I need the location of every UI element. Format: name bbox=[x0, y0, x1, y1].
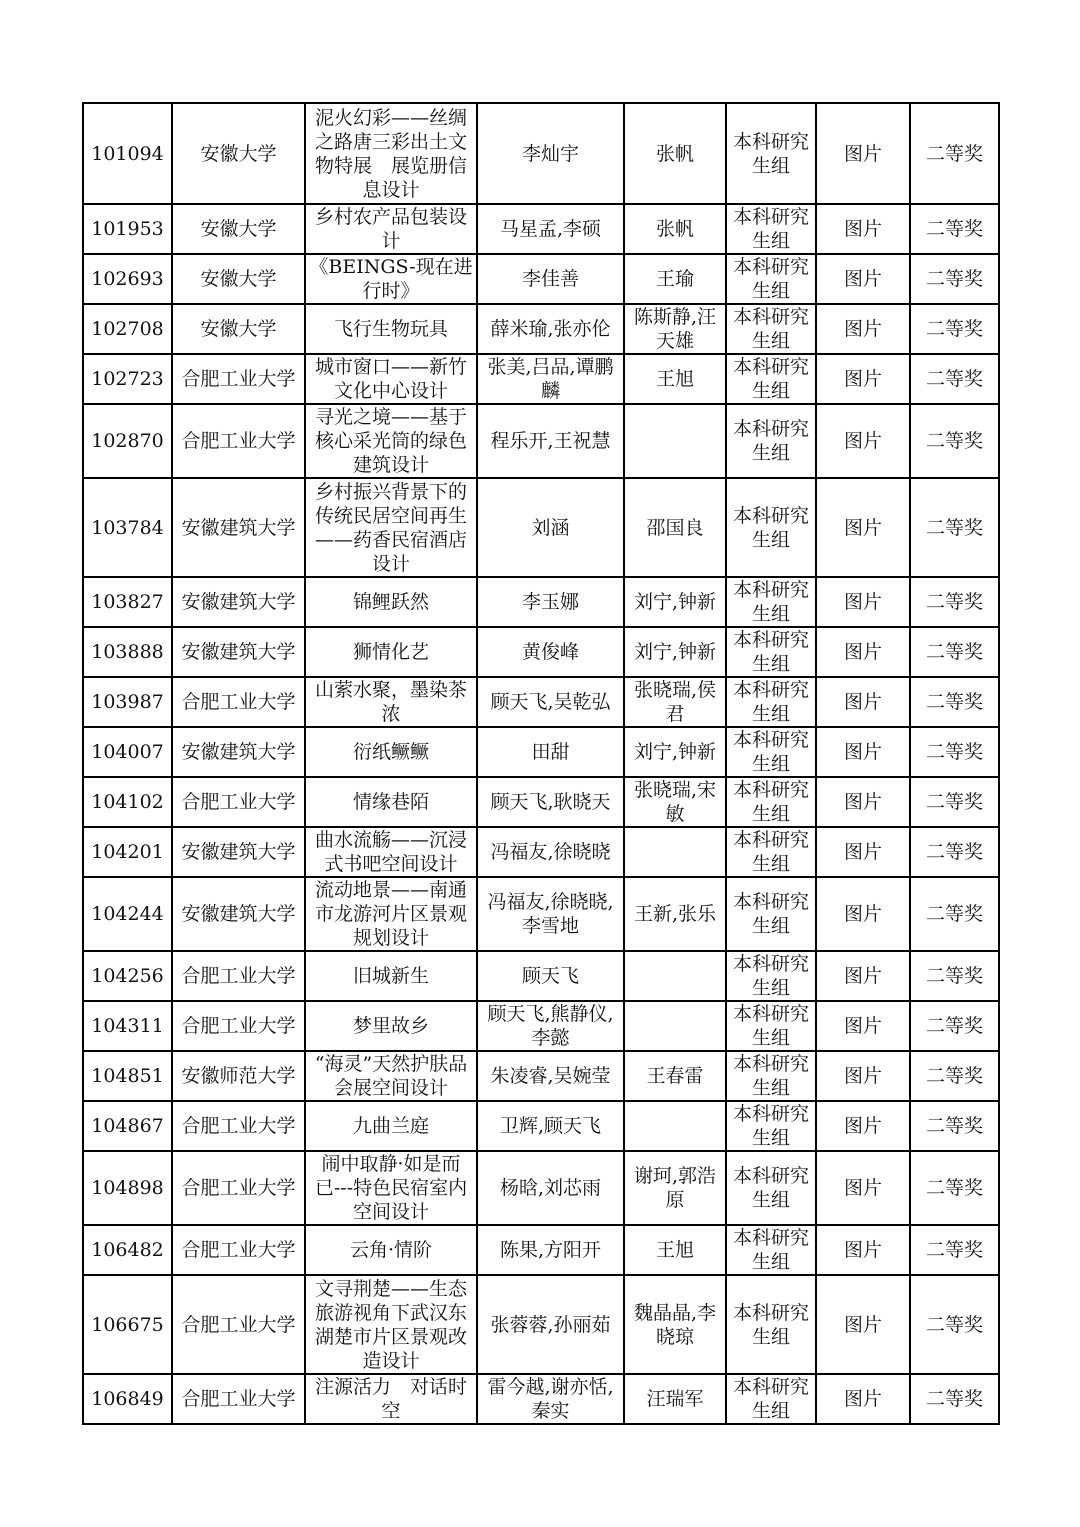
school-cell: 安徽建筑大学 bbox=[172, 577, 305, 627]
advisor-cell: 张晓瑞,宋敏 bbox=[624, 777, 726, 827]
type-cell: 图片 bbox=[816, 304, 910, 354]
school-cell: 合肥工业大学 bbox=[172, 354, 305, 404]
school-cell: 安徽建筑大学 bbox=[172, 627, 305, 677]
school-cell: 安徽建筑大学 bbox=[172, 877, 305, 951]
table-row bbox=[83, 254, 999, 304]
table-row bbox=[83, 1101, 999, 1151]
advisor-cell: 张帆 bbox=[624, 204, 726, 254]
authors-cell: 李佳善 bbox=[477, 254, 624, 304]
award-cell: 二等奖 bbox=[910, 577, 999, 627]
table-row bbox=[83, 1151, 999, 1225]
advisor-cell: 王新,张乐 bbox=[624, 877, 726, 951]
school-cell: 合肥工业大学 bbox=[172, 777, 305, 827]
award-cell: 二等奖 bbox=[910, 1225, 999, 1275]
advisor-cell: 王旭 bbox=[624, 1225, 726, 1275]
group-cell: 本科研究生组 bbox=[726, 478, 816, 577]
group-cell: 本科研究生组 bbox=[726, 204, 816, 254]
entry-id-cell: 104244 bbox=[83, 877, 172, 951]
authors-cell: 程乐开,王祝慧 bbox=[477, 404, 624, 478]
group-cell: 本科研究生组 bbox=[726, 1374, 816, 1424]
type-cell: 图片 bbox=[816, 1275, 910, 1374]
advisor-cell: 张帆 bbox=[624, 103, 726, 204]
group-cell: 本科研究生组 bbox=[726, 777, 816, 827]
award-cell: 二等奖 bbox=[910, 727, 999, 777]
title-cell: 泥火幻彩——丝绸之路唐三彩出土文物特展 展览册信息设计 bbox=[305, 103, 477, 204]
table-row bbox=[83, 727, 999, 777]
school-cell: 安徽大学 bbox=[172, 204, 305, 254]
award-cell: 二等奖 bbox=[910, 103, 999, 204]
award-cell: 二等奖 bbox=[910, 1001, 999, 1051]
advisor-cell: 陈斯静,汪天雄 bbox=[624, 304, 726, 354]
title-cell: 城市窗口——新竹文化中心设计 bbox=[305, 354, 477, 404]
type-cell: 图片 bbox=[816, 677, 910, 727]
award-cell: 二等奖 bbox=[910, 877, 999, 951]
entry-id-cell: 104898 bbox=[83, 1151, 172, 1225]
title-cell: 注源活力 对话时空 bbox=[305, 1374, 477, 1424]
advisor-cell: 魏晶晶,李晓琼 bbox=[624, 1275, 726, 1374]
school-cell: 合肥工业大学 bbox=[172, 1225, 305, 1275]
type-cell: 图片 bbox=[816, 827, 910, 877]
entry-id-cell: 103888 bbox=[83, 627, 172, 677]
title-cell: 山萦水聚，墨染茶浓 bbox=[305, 677, 477, 727]
type-cell: 图片 bbox=[816, 404, 910, 478]
title-cell: 锦鲤跃然 bbox=[305, 577, 477, 627]
type-cell: 图片 bbox=[816, 577, 910, 627]
advisor-cell: 刘宁,钟新 bbox=[624, 727, 726, 777]
entry-id-cell: 103987 bbox=[83, 677, 172, 727]
authors-cell: 张蓉蓉,孙丽茹 bbox=[477, 1275, 624, 1374]
title-cell: 曲水流觞——沉浸式书吧空间设计 bbox=[305, 827, 477, 877]
entry-id-cell: 104007 bbox=[83, 727, 172, 777]
awards-table bbox=[82, 102, 1000, 1425]
title-cell: 乡村农产品包装设计 bbox=[305, 204, 477, 254]
authors-cell: 薛米瑜,张亦伦 bbox=[477, 304, 624, 354]
advisor-cell: 汪瑞军 bbox=[624, 1374, 726, 1424]
authors-cell: 张美,吕品,谭鹏麟 bbox=[477, 354, 624, 404]
group-cell: 本科研究生组 bbox=[726, 1051, 816, 1101]
advisor-cell: 张晓瑞,侯君 bbox=[624, 677, 726, 727]
title-cell: 流动地景——南通市龙游河片区景观规划设计 bbox=[305, 877, 477, 951]
authors-cell: 朱凌睿,吴婉莹 bbox=[477, 1051, 624, 1101]
award-cell: 二等奖 bbox=[910, 254, 999, 304]
type-cell: 图片 bbox=[816, 1001, 910, 1051]
school-cell: 安徽大学 bbox=[172, 304, 305, 354]
entry-id-cell: 101094 bbox=[83, 103, 172, 204]
authors-cell: 李灿宇 bbox=[477, 103, 624, 204]
table-row bbox=[83, 354, 999, 404]
type-cell: 图片 bbox=[816, 254, 910, 304]
group-cell: 本科研究生组 bbox=[726, 1001, 816, 1051]
type-cell: 图片 bbox=[816, 1225, 910, 1275]
type-cell: 图片 bbox=[816, 877, 910, 951]
title-cell: 闹中取静·如是而已---特色民宿室内空间设计 bbox=[305, 1151, 477, 1225]
group-cell: 本科研究生组 bbox=[726, 727, 816, 777]
authors-cell: 马星孟,李硕 bbox=[477, 204, 624, 254]
award-cell: 二等奖 bbox=[910, 354, 999, 404]
school-cell: 安徽大学 bbox=[172, 103, 305, 204]
authors-cell: 卫辉,顾天飞 bbox=[477, 1101, 624, 1151]
table-row bbox=[83, 1275, 999, 1374]
advisor-cell: 刘宁,钟新 bbox=[624, 577, 726, 627]
group-cell: 本科研究生组 bbox=[726, 304, 816, 354]
entry-id-cell: 104102 bbox=[83, 777, 172, 827]
authors-cell: 冯福友,徐晓晓,李雪地 bbox=[477, 877, 624, 951]
advisor-cell: 邵国良 bbox=[624, 478, 726, 577]
table-row bbox=[83, 404, 999, 478]
table-row bbox=[83, 1001, 999, 1051]
type-cell: 图片 bbox=[816, 951, 910, 1001]
advisor-cell bbox=[624, 827, 726, 877]
award-cell: 二等奖 bbox=[910, 777, 999, 827]
entry-id-cell: 104311 bbox=[83, 1001, 172, 1051]
table-row bbox=[83, 827, 999, 877]
group-cell: 本科研究生组 bbox=[726, 354, 816, 404]
title-cell: 梦里故乡 bbox=[305, 1001, 477, 1051]
title-cell: 九曲兰庭 bbox=[305, 1101, 477, 1151]
authors-cell: 田甜 bbox=[477, 727, 624, 777]
school-cell: 合肥工业大学 bbox=[172, 1374, 305, 1424]
group-cell: 本科研究生组 bbox=[726, 103, 816, 204]
award-cell: 二等奖 bbox=[910, 478, 999, 577]
type-cell: 图片 bbox=[816, 354, 910, 404]
school-cell: 合肥工业大学 bbox=[172, 1001, 305, 1051]
authors-cell: 李玉娜 bbox=[477, 577, 624, 627]
school-cell: 安徽建筑大学 bbox=[172, 478, 305, 577]
group-cell: 本科研究生组 bbox=[726, 951, 816, 1001]
entry-id-cell: 104256 bbox=[83, 951, 172, 1001]
title-cell: 飞行生物玩具 bbox=[305, 304, 477, 354]
type-cell: 图片 bbox=[816, 103, 910, 204]
entry-id-cell: 104851 bbox=[83, 1051, 172, 1101]
type-cell: 图片 bbox=[816, 478, 910, 577]
table-row bbox=[83, 777, 999, 827]
school-cell: 安徽师范大学 bbox=[172, 1051, 305, 1101]
advisor-cell bbox=[624, 404, 726, 478]
school-cell: 安徽建筑大学 bbox=[172, 727, 305, 777]
school-cell: 合肥工业大学 bbox=[172, 404, 305, 478]
authors-cell: 杨晗,刘芯雨 bbox=[477, 1151, 624, 1225]
type-cell: 图片 bbox=[816, 777, 910, 827]
school-cell: 合肥工业大学 bbox=[172, 677, 305, 727]
table-row bbox=[83, 304, 999, 354]
group-cell: 本科研究生组 bbox=[726, 1151, 816, 1225]
group-cell: 本科研究生组 bbox=[726, 827, 816, 877]
title-cell: 文寻荆楚——生态旅游视角下武汉东湖楚市片区景观改造设计 bbox=[305, 1275, 477, 1374]
table-row bbox=[83, 1051, 999, 1101]
type-cell: 图片 bbox=[816, 1051, 910, 1101]
award-cell: 二等奖 bbox=[910, 404, 999, 478]
entry-id-cell: 103784 bbox=[83, 478, 172, 577]
entry-id-cell: 102693 bbox=[83, 254, 172, 304]
award-cell: 二等奖 bbox=[910, 304, 999, 354]
awards-table-body bbox=[83, 103, 999, 1424]
group-cell: 本科研究生组 bbox=[726, 1275, 816, 1374]
table-row bbox=[83, 677, 999, 727]
group-cell: 本科研究生组 bbox=[726, 677, 816, 727]
table-row bbox=[83, 478, 999, 577]
table-row bbox=[83, 877, 999, 951]
title-cell: 情缘巷陌 bbox=[305, 777, 477, 827]
advisor-cell: 王旭 bbox=[624, 354, 726, 404]
school-cell: 合肥工业大学 bbox=[172, 1101, 305, 1151]
authors-cell: 冯福友,徐晓晓 bbox=[477, 827, 624, 877]
school-cell: 安徽大学 bbox=[172, 254, 305, 304]
title-cell: 寻光之境——基于核心采光筒的绿色建筑设计 bbox=[305, 404, 477, 478]
group-cell: 本科研究生组 bbox=[726, 627, 816, 677]
type-cell: 图片 bbox=[816, 1374, 910, 1424]
entry-id-cell: 102723 bbox=[83, 354, 172, 404]
entry-id-cell: 102870 bbox=[83, 404, 172, 478]
table-row bbox=[83, 577, 999, 627]
award-cell: 二等奖 bbox=[910, 1151, 999, 1225]
type-cell: 图片 bbox=[816, 1101, 910, 1151]
entry-id-cell: 103827 bbox=[83, 577, 172, 627]
title-cell: “海灵”天然护肤品会展空间设计 bbox=[305, 1051, 477, 1101]
advisor-cell: 谢珂,郭浩原 bbox=[624, 1151, 726, 1225]
authors-cell: 顾天飞 bbox=[477, 951, 624, 1001]
title-cell: 衍纸鳜鳜 bbox=[305, 727, 477, 777]
type-cell: 图片 bbox=[816, 727, 910, 777]
group-cell: 本科研究生组 bbox=[726, 577, 816, 627]
title-cell: 旧城新生 bbox=[305, 951, 477, 1001]
title-cell: 《BEINGS-现在进行时》 bbox=[305, 254, 477, 304]
advisor-cell: 王春雷 bbox=[624, 1051, 726, 1101]
table-row bbox=[83, 204, 999, 254]
award-cell: 二等奖 bbox=[910, 677, 999, 727]
entry-id-cell: 106849 bbox=[83, 1374, 172, 1424]
entry-id-cell: 101953 bbox=[83, 204, 172, 254]
school-cell: 安徽建筑大学 bbox=[172, 827, 305, 877]
advisor-cell bbox=[624, 1001, 726, 1051]
award-cell: 二等奖 bbox=[910, 1374, 999, 1424]
award-cell: 二等奖 bbox=[910, 951, 999, 1001]
type-cell: 图片 bbox=[816, 204, 910, 254]
award-cell: 二等奖 bbox=[910, 204, 999, 254]
title-cell: 狮情化艺 bbox=[305, 627, 477, 677]
entry-id-cell: 106675 bbox=[83, 1275, 172, 1374]
table-row bbox=[83, 951, 999, 1001]
award-cell: 二等奖 bbox=[910, 627, 999, 677]
group-cell: 本科研究生组 bbox=[726, 254, 816, 304]
authors-cell: 黄俊峰 bbox=[477, 627, 624, 677]
table-row bbox=[83, 627, 999, 677]
table-row bbox=[83, 1374, 999, 1424]
advisor-cell: 王瑜 bbox=[624, 254, 726, 304]
award-cell: 二等奖 bbox=[910, 827, 999, 877]
advisor-cell bbox=[624, 951, 726, 1001]
entry-id-cell: 104867 bbox=[83, 1101, 172, 1151]
group-cell: 本科研究生组 bbox=[726, 404, 816, 478]
school-cell: 合肥工业大学 bbox=[172, 1151, 305, 1225]
group-cell: 本科研究生组 bbox=[726, 877, 816, 951]
title-cell: 乡村振兴背景下的传统民居空间再生——药香民宿酒店设计 bbox=[305, 478, 477, 577]
entry-id-cell: 102708 bbox=[83, 304, 172, 354]
authors-cell: 雷今越,谢亦恬,秦实 bbox=[477, 1374, 624, 1424]
title-cell: 云角·情阶 bbox=[305, 1225, 477, 1275]
authors-cell: 顾天飞,熊静仪,李懿 bbox=[477, 1001, 624, 1051]
school-cell: 合肥工业大学 bbox=[172, 1275, 305, 1374]
award-cell: 二等奖 bbox=[910, 1275, 999, 1374]
table-row bbox=[83, 1225, 999, 1275]
authors-cell: 顾天飞,吴乾弘 bbox=[477, 677, 624, 727]
advisor-cell bbox=[624, 1101, 726, 1151]
table-row bbox=[83, 103, 999, 204]
authors-cell: 陈果,方阳开 bbox=[477, 1225, 624, 1275]
entry-id-cell: 106482 bbox=[83, 1225, 172, 1275]
award-cell: 二等奖 bbox=[910, 1101, 999, 1151]
authors-cell: 顾天飞,耿晓天 bbox=[477, 777, 624, 827]
type-cell: 图片 bbox=[816, 1151, 910, 1225]
type-cell: 图片 bbox=[816, 627, 910, 677]
entry-id-cell: 104201 bbox=[83, 827, 172, 877]
advisor-cell: 刘宁,钟新 bbox=[624, 627, 726, 677]
group-cell: 本科研究生组 bbox=[726, 1225, 816, 1275]
authors-cell: 刘涵 bbox=[477, 478, 624, 577]
award-cell: 二等奖 bbox=[910, 1051, 999, 1101]
school-cell: 合肥工业大学 bbox=[172, 951, 305, 1001]
group-cell: 本科研究生组 bbox=[726, 1101, 816, 1151]
